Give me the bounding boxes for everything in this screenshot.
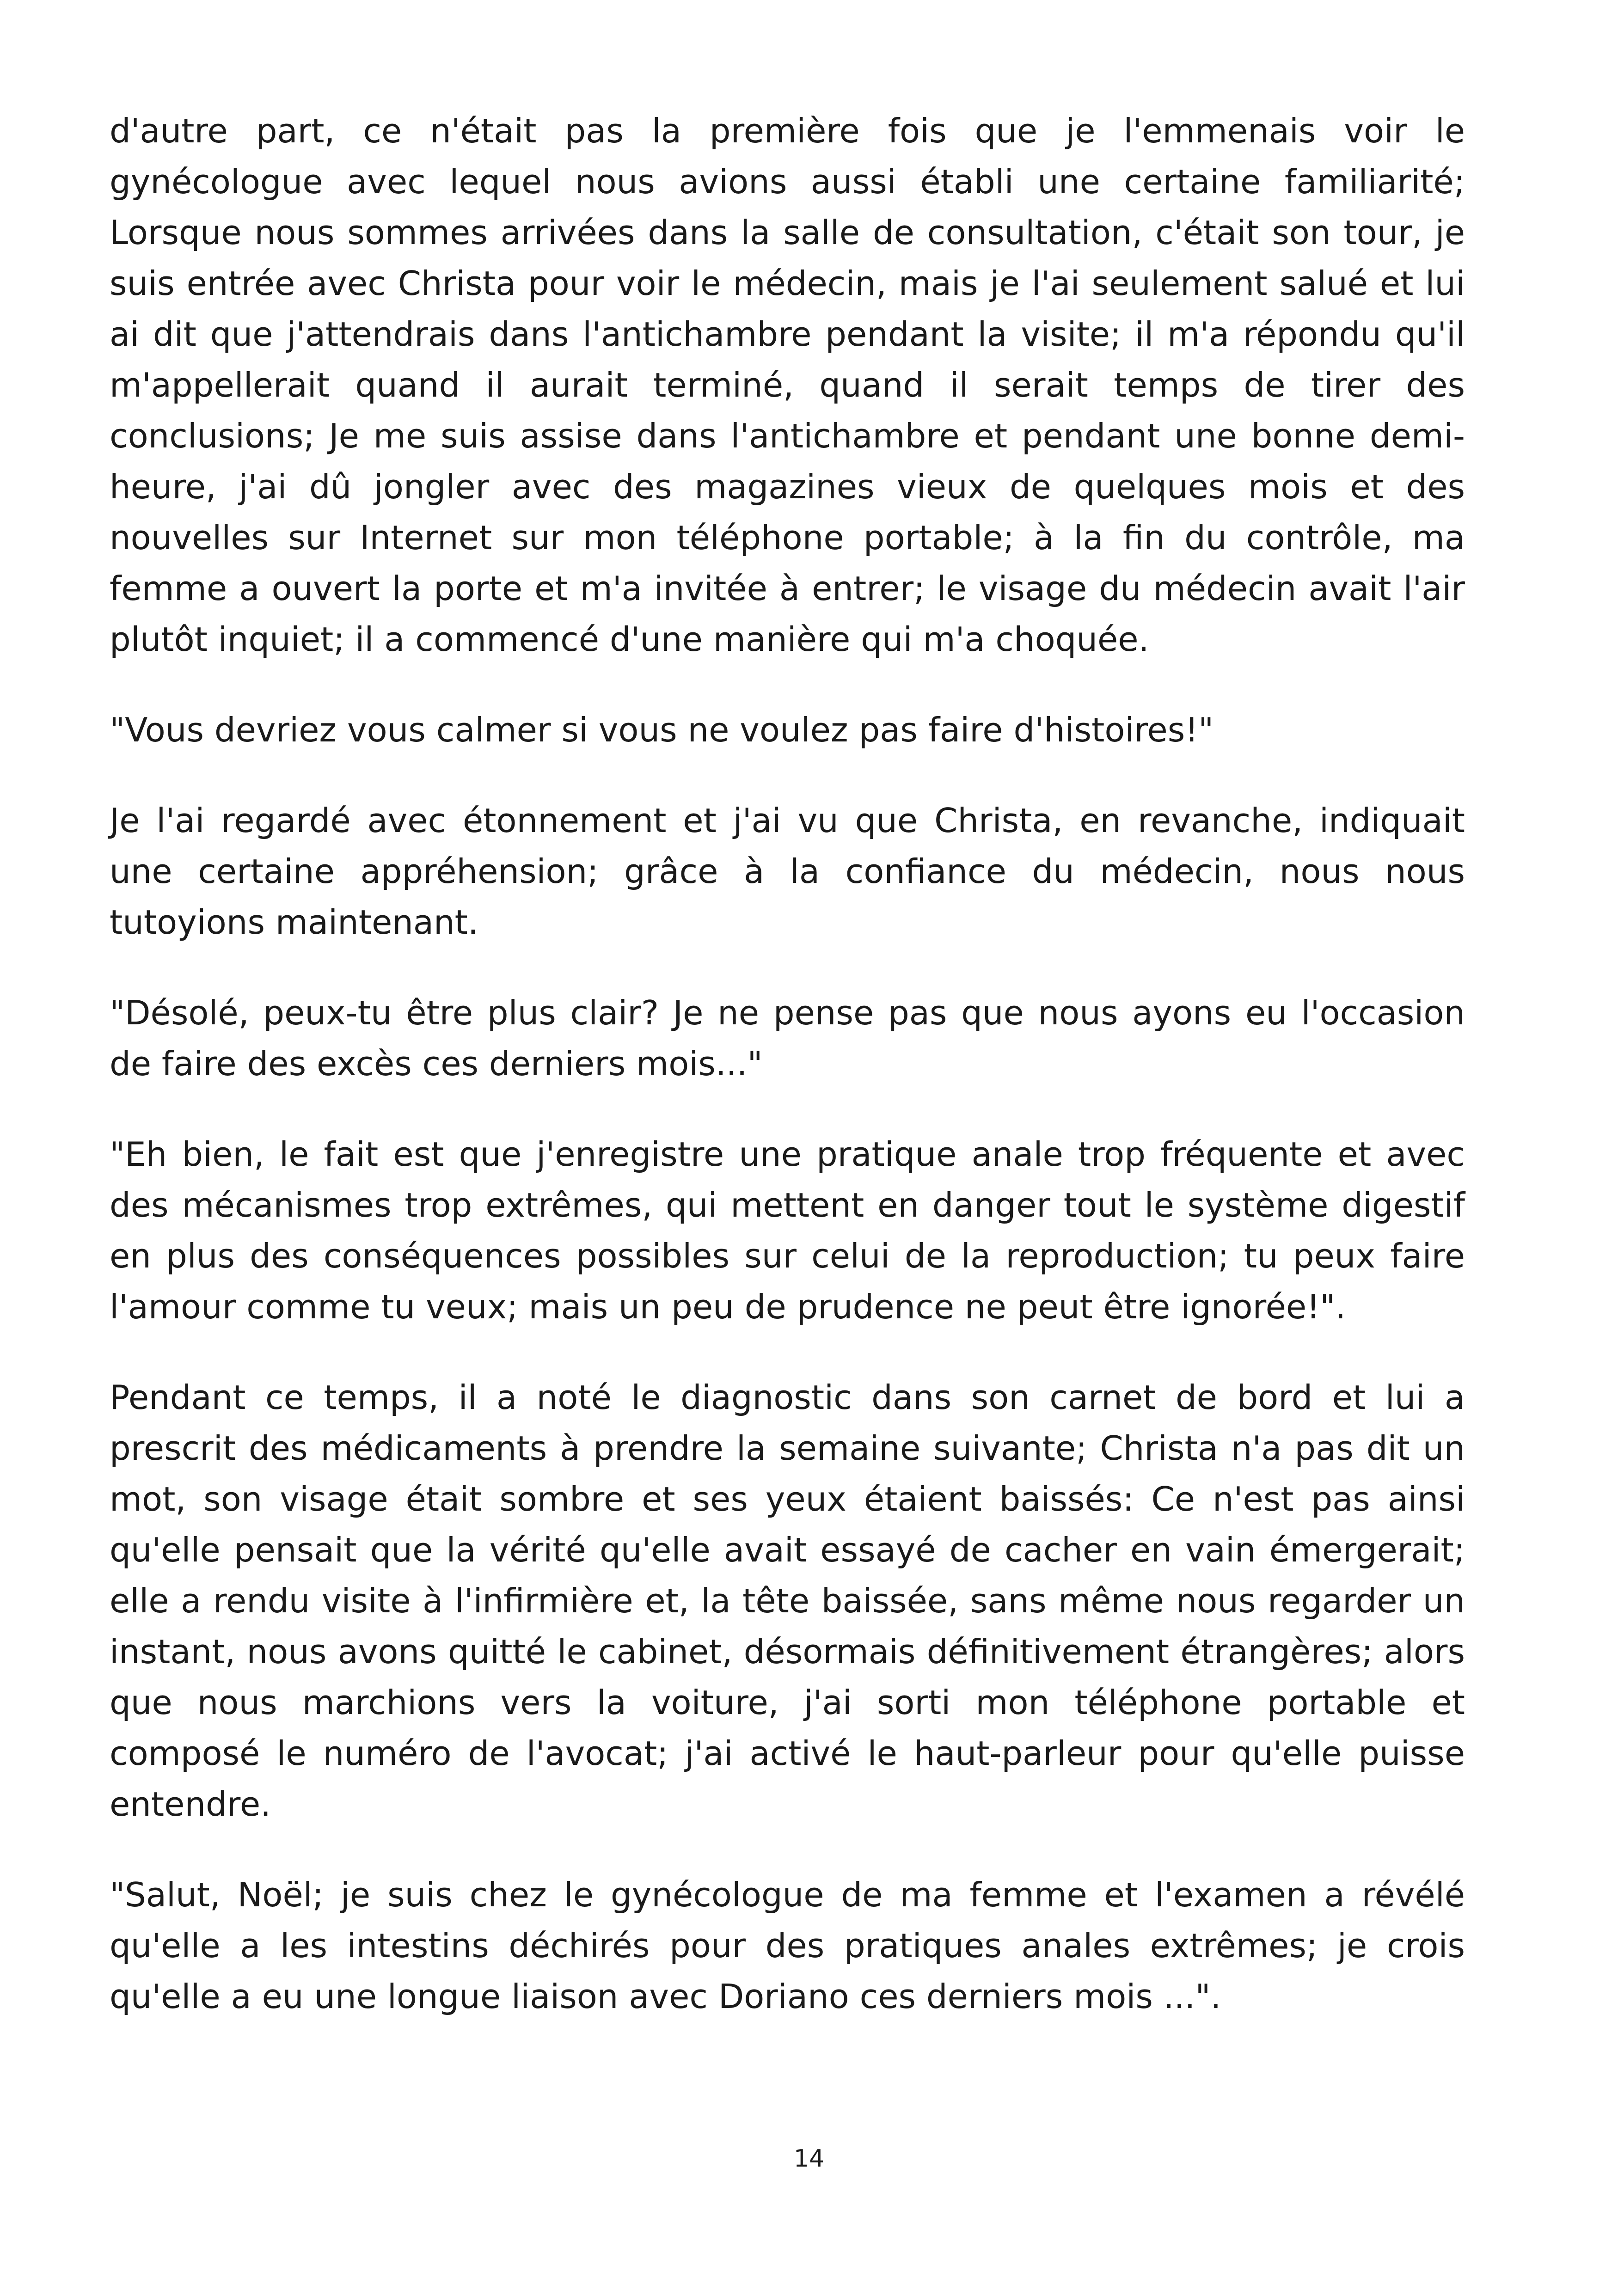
- paragraph-7: "Salut, Noël; je suis chez le gynécologue de ma femme et l'examen a révélé qu'elle a les intestins déchirés pour des pratiques anales extrêmes; je crois qu'elle a eu une longue liaison avec Doriano ces derniers mois ...".: [110, 1875, 1465, 2016]
- paragraph-4: "Désolé, peux-tu être plus clair? Je ne pense pas que nous ayons eu l'occasion de faire des excès ces derniers mois...": [110, 993, 1465, 1083]
- paragraph-1: d'autre part, ce n'était pas la première fois que je l'emmenais voir le gynécologue avec lequel nous avions aussi établi une certaine familiarité; Lorsque nous sommes arrivées dans la salle de consultation, c'était son tour, je suis entrée avec Christa pour voir le médecin, mais je l'ai seulement salué et lui ai dit que j'attendrais dans l'antichambre pendant la visite; il m'a répondu qu'il m'appellerait quand il aurait terminé, quand il serait temps de tirer des conclusions; Je me suis assise dans l'antichambre et pendant une bonne demi-heure, j'ai dû jongler avec des magazines vieux de quelques mois et des nouvelles sur Internet sur mon téléphone portable; à la fin du contrôle, ma femme a ouvert la porte et m'a invitée à entrer; le visage du médecin avait l'air plutôt inquiet; il a commencé d'une manière qui m'a choquée.: [110, 111, 1465, 659]
- paragraph-6: Pendant ce temps, il a noté le diagnostic dans son carnet de bord et lui a prescrit des médicaments à prendre la semaine suivante; Christa n'a pas dit un mot, son visage était sombre et ses yeux étaient baissés: Ce n'est pas ainsi qu'elle pensait que la vérité qu'elle avait essayé de cacher en vain émergerait; elle a rendu visite à l'infirmière et, la tête baissée, sans même nous regarder un instant, nous avons quitté le cabinet, désormais définitivement étrangères; alors que nous marchions vers la voiture, j'ai sorti mon téléphone portable et composé le numéro de l'avocat; j'ai activé le haut-parleur pour qu'elle puisse entendre.: [110, 1378, 1465, 1824]
- paragraph-2: "Vous devriez vous calmer si vous ne voulez pas faire d'histoires!": [110, 710, 1214, 749]
- body-text: [110, 105, 1465, 2062]
- page-number: 14: [793, 2145, 825, 2173]
- paragraph-3: Je l'ai regardé avec étonnement et j'ai vu que Christa, en revanche, indiquait une certaine appréhension; grâce à la confiance du médecin, nous nous tutoyions maintenant.: [110, 801, 1465, 942]
- paragraph-5: "Eh bien, le fait est que j'enregistre une pratique anale trop fréquente et avec des mécanismes trop extrêmes, qui mettent en danger tout le système digestif en plus des conséquences possibles sur celui de la reproduction; tu peux faire l'amour comme tu veux; mais un peu de prudence ne peut être ignorée!".: [110, 1135, 1465, 1326]
